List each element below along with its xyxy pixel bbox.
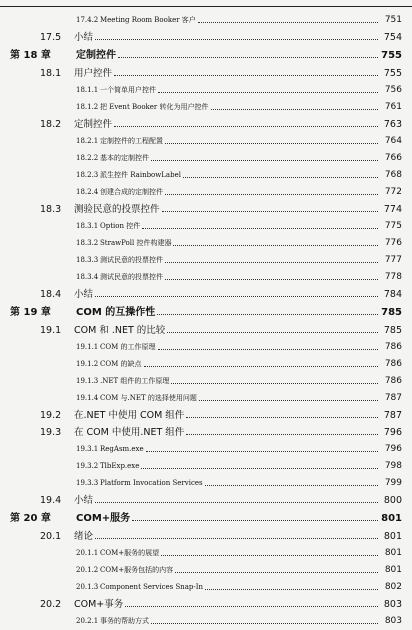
- toc-entry-title: 小结: [74, 32, 94, 43]
- dot-leader: [142, 228, 378, 229]
- toc-entry-title: Option 控件: [100, 222, 141, 230]
- dot-leader: [146, 451, 378, 452]
- toc-entry-level-2[interactable]: [0, 65, 412, 82]
- toc-entry-number: 17.5: [40, 32, 62, 43]
- dot-leader: [199, 400, 378, 401]
- toc-entry-title: COM 和 .NET 的比较: [74, 325, 166, 336]
- toc-entry-title: COM 的缺点: [100, 360, 142, 368]
- toc-entry-level-3[interactable]: [0, 356, 412, 373]
- toc-entry-level-3[interactable]: [0, 218, 412, 235]
- toc-entry-number: 19.3: [40, 427, 62, 438]
- toc-entry-level-3[interactable]: [0, 613, 412, 630]
- toc-entry-level-3[interactable]: [0, 339, 412, 356]
- toc-entry-level-1[interactable]: [0, 46, 412, 65]
- toc-entry-number: 18.3: [40, 204, 62, 215]
- dot-leader: [118, 57, 378, 58]
- toc-entry-title: 用户控件: [74, 68, 113, 79]
- toc-entry-number: 第 18 章: [10, 50, 51, 61]
- toc-entry-title: 小结: [74, 289, 94, 300]
- dot-leader: [165, 194, 378, 195]
- toc-entry-level-2[interactable]: [0, 286, 412, 303]
- dot-leader: [186, 417, 378, 418]
- dot-leader: [211, 109, 378, 110]
- toc-entry-title: 定制控件: [76, 50, 116, 61]
- toc-entry-page: 803: [383, 599, 402, 610]
- toc-entry-page: 786: [384, 359, 402, 369]
- dot-leader: [114, 126, 378, 127]
- toc-entry-number: 18.2: [40, 119, 62, 130]
- toc-entry-level-3[interactable]: [0, 441, 412, 458]
- toc-entry-number: 18.1.2: [76, 103, 99, 111]
- toc-entry-number: 18.2.1: [76, 137, 99, 145]
- toc-entry-title: .NET 组件的工作原理: [100, 377, 170, 385]
- toc-entry-number: 19.3.1: [76, 445, 99, 453]
- dot-leader: [173, 245, 378, 246]
- toc-entry-page: 799: [384, 478, 402, 488]
- toc-entry-page: 787: [384, 393, 402, 403]
- toc-entry-number: 19.1.4: [76, 394, 99, 402]
- toc-entry-page: 772: [384, 187, 402, 197]
- table-of-contents: [0, 12, 412, 630]
- dot-leader: [151, 160, 378, 161]
- toc-entry-level-2[interactable]: [0, 596, 412, 613]
- toc-entry-level-3[interactable]: [0, 458, 412, 475]
- toc-entry-page: 801: [381, 513, 402, 524]
- toc-entry-title: 测试民意的投票控件: [100, 256, 163, 264]
- toc-entry-number: 18.3.1: [76, 222, 99, 230]
- toc-entry-page: 756: [384, 85, 402, 95]
- toc-entry-page: 801: [384, 548, 402, 558]
- dot-leader: [95, 39, 378, 40]
- dot-leader: [186, 434, 378, 435]
- toc-entry-level-1[interactable]: [0, 509, 412, 528]
- toc-entry-page: 755: [383, 68, 402, 79]
- dot-leader: [161, 555, 378, 556]
- dot-leader: [114, 75, 378, 76]
- toc-entry-number: 20.1: [40, 531, 62, 542]
- toc-entry-title: RegAsm.exe: [100, 445, 144, 453]
- toc-entry-title: COM+服务: [76, 513, 131, 524]
- toc-entry-number: 19.1.2: [76, 360, 99, 368]
- toc-entry-number: 20.2: [40, 599, 62, 610]
- dot-leader: [205, 589, 378, 590]
- toc-entry-page: 766: [384, 153, 402, 163]
- toc-entry-title: 把 Event Booker 转化为用户控件: [100, 103, 209, 111]
- toc-entry-level-2[interactable]: [0, 322, 412, 339]
- toc-entry-level-2[interactable]: [0, 116, 412, 133]
- dot-leader: [183, 177, 378, 178]
- toc-entry-level-3[interactable]: [0, 150, 412, 167]
- toc-entry-title: COM 与.NET 的选择使用问题: [100, 394, 197, 402]
- dot-leader: [171, 383, 378, 384]
- toc-entry-title: COM+服务包括的内容: [100, 566, 174, 574]
- toc-entry-page: 775: [384, 221, 402, 231]
- toc-entry-number: 19.1.1: [76, 343, 99, 351]
- toc-entry-page: 798: [384, 461, 402, 471]
- dot-leader: [198, 22, 378, 23]
- dot-leader: [95, 296, 378, 297]
- toc-entry-number: 第 19 章: [10, 307, 51, 318]
- dot-leader: [144, 366, 379, 367]
- toc-entry-title: 测试民意的投票控件: [100, 273, 163, 281]
- toc-entry-page: 778: [384, 272, 402, 282]
- toc-entry-number: 19.3.2: [76, 462, 99, 470]
- toc-entry-page: 786: [384, 342, 402, 352]
- toc-entry-level-3[interactable]: [0, 133, 412, 150]
- toc-entry-title: COM+服务的展望: [100, 549, 160, 557]
- toc-entry-page: 761: [384, 102, 402, 112]
- toc-entry-number: 20.2.1: [76, 617, 99, 625]
- toc-entry-number: 19.3.3: [76, 479, 99, 487]
- dot-leader: [125, 606, 378, 607]
- toc-entry-page: 768: [384, 170, 402, 180]
- toc-entry-level-3[interactable]: [0, 12, 412, 29]
- toc-entry-page: 751: [384, 15, 402, 25]
- dot-leader: [165, 143, 378, 144]
- toc-entry-number: 18.1: [40, 68, 62, 79]
- toc-entry-level-3[interactable]: [0, 184, 412, 201]
- toc-entry-page: 787: [383, 410, 402, 421]
- toc-entry-level-3[interactable]: [0, 562, 412, 579]
- toc-entry-title: Component Services Snap-In: [100, 583, 204, 591]
- dot-leader: [132, 520, 378, 521]
- toc-entry-title: StrawPoll 控件构建器: [100, 239, 172, 247]
- toc-entry-level-3[interactable]: [0, 579, 412, 596]
- toc-entry-number: 18.3.2: [76, 239, 99, 247]
- toc-entry-number: 20.1.3: [76, 583, 99, 591]
- toc-entry-page: 774: [383, 204, 402, 215]
- dot-leader: [157, 314, 378, 315]
- dot-leader: [175, 572, 378, 573]
- toc-entry-page: 785: [383, 325, 402, 336]
- toc-entry-level-2[interactable]: [0, 29, 412, 46]
- toc-entry-title: 在 COM 中使用.NET 组件: [74, 427, 185, 438]
- toc-entry-number: 18.3.4: [76, 273, 99, 281]
- toc-entry-title: 事务的帮助方式: [100, 617, 149, 625]
- toc-entry-page: 755: [381, 50, 402, 61]
- dot-leader: [158, 92, 378, 93]
- dot-leader: [95, 502, 378, 503]
- toc-entry-number: 19.2: [40, 410, 62, 421]
- dot-leader: [165, 279, 378, 280]
- toc-entry-number: 18.3.3: [76, 256, 99, 264]
- dot-leader: [167, 332, 378, 333]
- toc-entry-title: 定制控件: [74, 119, 113, 130]
- toc-entry-level-2[interactable]: [0, 492, 412, 509]
- toc-entry-level-3[interactable]: [0, 269, 412, 286]
- dot-leader: [165, 262, 378, 263]
- toc-entry-level-2[interactable]: [0, 528, 412, 545]
- toc-entry-number: 20.1.2: [76, 566, 99, 574]
- toc-entry-page: 784: [383, 289, 402, 300]
- toc-entry-title: 绪论: [74, 531, 94, 542]
- dot-leader: [151, 623, 378, 624]
- toc-entry-level-3[interactable]: [0, 373, 412, 390]
- toc-entry-level-3[interactable]: [0, 82, 412, 99]
- toc-entry-title: 在.NET 中使用 COM 组件: [74, 410, 185, 421]
- toc-entry-number: 19.1: [40, 325, 62, 336]
- toc-entry-page: 803: [384, 616, 402, 626]
- toc-entry-page: 754: [383, 32, 402, 43]
- toc-entry-number: 第 20 章: [10, 513, 51, 524]
- toc-entry-title: TlbExp.exe: [100, 462, 140, 470]
- toc-entry-title: 一个简单用户控件: [100, 86, 156, 94]
- toc-entry-title: 派生控件 RainbowLabel: [100, 171, 181, 179]
- toc-entry-number: 18.1.1: [76, 86, 99, 94]
- dot-leader: [162, 211, 378, 212]
- toc-entry-number: 17.4.2: [76, 16, 99, 24]
- toc-entry-page: 786: [384, 376, 402, 386]
- toc-entry-page: 802: [384, 582, 402, 592]
- toc-entry-level-2[interactable]: [0, 407, 412, 424]
- header-rule: [0, 0, 412, 7]
- toc-entry-title: 基本的定制控件: [100, 154, 149, 162]
- toc-entry-level-2[interactable]: [0, 424, 412, 441]
- toc-entry-number: 20.1.1: [76, 549, 99, 557]
- toc-entry-level-3[interactable]: [0, 475, 412, 492]
- toc-entry-title: 测验民意的投票控件: [74, 204, 160, 215]
- toc-entry-page: 796: [383, 427, 402, 438]
- toc-entry-level-3[interactable]: [0, 390, 412, 407]
- toc-entry-page: 800: [383, 495, 402, 506]
- toc-entry-title: 定制控件的工程配置: [100, 137, 163, 145]
- toc-entry-title: 创建合成的定制控件: [100, 188, 163, 196]
- toc-entry-title: Meeting Room Booker 客户: [100, 16, 196, 24]
- toc-entry-level-3[interactable]: [0, 167, 412, 184]
- toc-entry-title: 小结: [74, 495, 94, 506]
- toc-entry-page: 801: [383, 531, 402, 542]
- toc-entry-level-3[interactable]: [0, 235, 412, 252]
- dot-leader: [205, 485, 378, 486]
- toc-entry-page: 776: [384, 238, 402, 248]
- toc-entry-number: 19.4: [40, 495, 62, 506]
- toc-entry-level-3[interactable]: [0, 545, 412, 562]
- toc-entry-number: 18.4: [40, 289, 62, 300]
- toc-entry-level-1[interactable]: [0, 303, 412, 322]
- toc-entry-title: COM 的工作原理: [100, 343, 156, 351]
- toc-entry-level-3[interactable]: [0, 99, 412, 116]
- toc-entry-number: 19.1.3: [76, 377, 99, 385]
- toc-entry-title: COM 的互操作性: [76, 307, 156, 318]
- toc-entry-number: 18.2.4: [76, 188, 99, 196]
- toc-entry-page: 785: [381, 307, 402, 318]
- toc-entry-title: COM+事务: [74, 599, 124, 610]
- toc-entry-page: 796: [384, 444, 402, 454]
- dot-leader: [158, 349, 379, 350]
- dot-leader: [95, 538, 378, 539]
- toc-entry-page: 801: [384, 565, 402, 575]
- toc-entry-title: Platform Invocation Services: [100, 479, 203, 487]
- toc-entry-page: 777: [384, 255, 402, 265]
- dot-leader: [141, 468, 378, 469]
- toc-entry-number: 18.2.2: [76, 154, 99, 162]
- toc-entry-page: 763: [383, 119, 402, 130]
- toc-entry-level-2[interactable]: [0, 201, 412, 218]
- toc-entry-page: 764: [384, 136, 402, 146]
- toc-entry-level-3[interactable]: [0, 252, 412, 269]
- toc-entry-number: 18.2.3: [76, 171, 99, 179]
